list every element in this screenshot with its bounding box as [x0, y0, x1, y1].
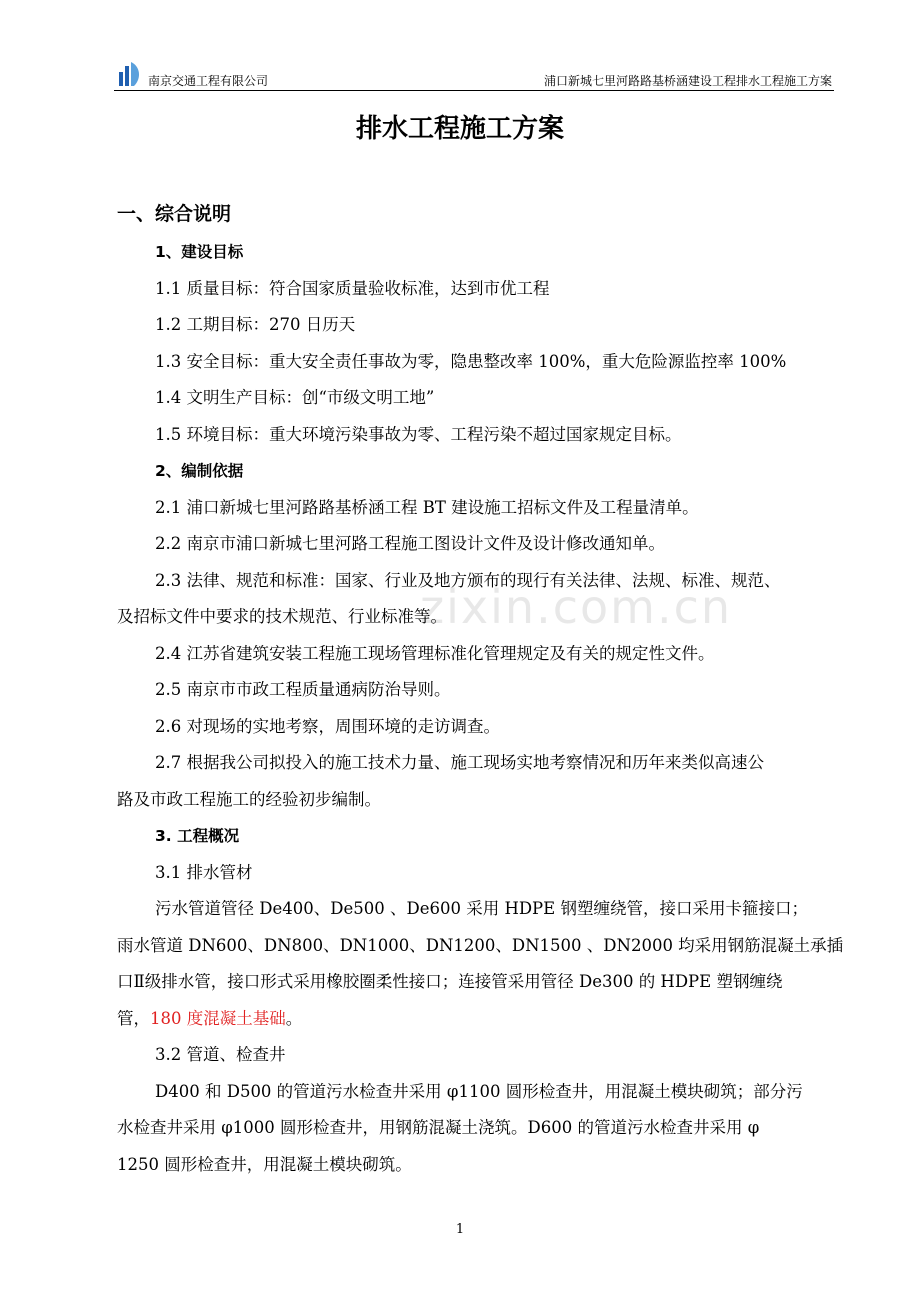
paragraph: 水检查井采用 φ1000 圆形检查井，用钢筋混凝土浇筑。D600 的管道污水检查井采用 φ [117, 1118, 760, 1137]
subsection-heading: 2、编制依据 [155, 462, 244, 480]
paragraph: 污水管道管径 De400、De500 、De600 采用 HDPE 钢塑缠绕管，接口采用卡箍接口； [155, 899, 808, 918]
paragraph: 1.2 工期目标：270 日历天 [155, 315, 356, 334]
paragraph: 2.1 浦口新城七里河路路基桥涵工程 BT 建设施工招标文件及工程量清单。 [155, 497, 699, 517]
paragraph: D400 和 D500 的管道污水检查井采用 φ1100 圆形检查井，用混凝土模块砌筑；部分污 [155, 1081, 803, 1101]
page-header [114, 60, 834, 91]
paragraph: 2.5 南京市市政工程质量通病防治导则。 [155, 680, 451, 699]
paragraph: 2.6 对现场的实地考察，周围环境的走访调查。 [155, 716, 500, 736]
paragraph: 2.2 南京市浦口新城七里河路工程施工图设计文件及设计修改通知单。 [155, 534, 665, 553]
section-heading: 一、综合说明 [117, 203, 232, 225]
paragraph: 2.4 江苏省建筑安装工程施工现场管理标准化管理规定及有关的规定性文件。 [155, 643, 715, 663]
text-run: 。 [285, 1008, 303, 1028]
company-name: 南京交通工程有限公司 [148, 74, 269, 88]
highlighted-text: 180 度混凝土基础 [150, 1008, 286, 1028]
paragraph: 3.1 排水管材 [155, 862, 253, 882]
paragraph: 1.5 环境目标：重大环境污染事故为零、工程污染不超过国家规定目标。 [155, 424, 682, 444]
watermark: zixin.com.cn [420, 580, 733, 634]
paragraph: 1.1 质量目标：符合国家质量验收标准，达到市优工程 [155, 278, 550, 298]
subsection-heading: 1、建设目标 [155, 243, 244, 261]
subsection-heading: 3. 工程概况 [155, 827, 240, 845]
paragraph: 1.4 文明生产目标：创“市级文明工地” [155, 388, 435, 407]
paragraph: 2.7 根据我公司拟投入的施工技术力量、施工现场实地考察情况和历年来类似高速公 [155, 753, 764, 772]
page-number: 1 [455, 1222, 465, 1237]
document-body [117, 196, 844, 1183]
paragraph [117, 1001, 837, 1038]
paragraph: 3.2 管道、检查井 [155, 1045, 286, 1064]
paragraph: 雨水管道 DN600、DN800、DN1000、DN1200、DN1500 、DN2000 均采用钢筋混凝土承插 [117, 935, 844, 955]
paragraph: 及招标文件中要求的技术规范、行业标准等。 [117, 607, 447, 626]
paragraph: 1.3 安全目标：重大安全责任事故为零，隐患整改率 100%，重大危险源监控率 100% [155, 351, 787, 371]
company-logo-icon [116, 60, 142, 88]
paragraph: 1250 圆形检查井，用混凝土模块砌筑。 [117, 1154, 412, 1174]
paragraph: 2.3 法律、规范和标准：国家、行业及地方颁布的现行有关法律、法规、标准、规范、 [155, 570, 781, 590]
header-doc-title: 浦口新城七里河路路基桥涵建设工程排水工程施工方案 [543, 74, 832, 88]
paragraph: 口Ⅱ级排水管，接口形式采用橡胶圈柔性接口；连接管采用管径 De300 的 HDPE 塑钢缠绕 [117, 972, 783, 991]
paragraph: 路及市政工程施工的经验初步编制。 [117, 789, 381, 809]
text-run: 管， [117, 1008, 150, 1028]
page-title: 排水工程施工方案 [355, 114, 564, 144]
